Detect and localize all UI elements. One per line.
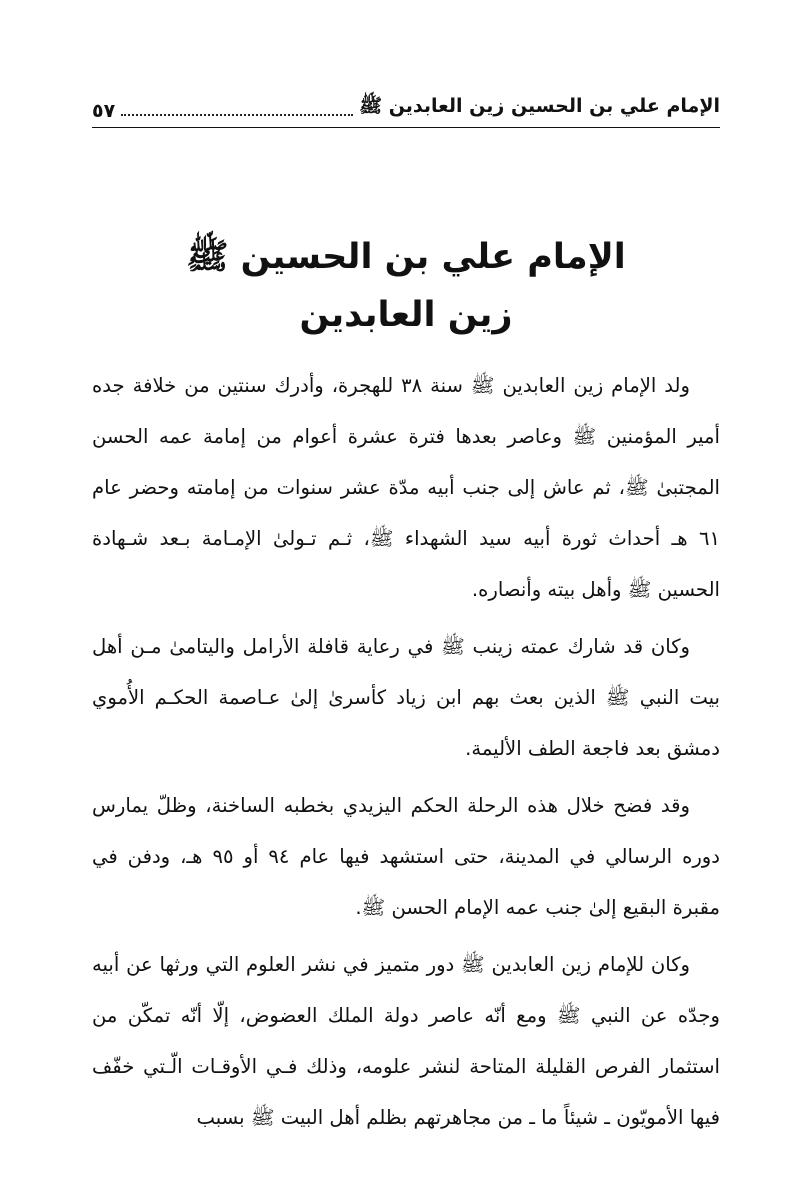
chapter-title-line1: الإمام علي بن الحسين ﷺ	[186, 237, 626, 277]
paragraph-4: وكان للإمام زين العابدين ﷺ دور متميز في نشر العلوم التي ورثها عن أبيه وجدّه عن النبي ﷺ ومع أنّه عاصر دولة الملك العضوض، إلّا أنّه تمكّن من استثمار الفرص القليلة المتاحة لنشر علومه، وذلك فـي الأوقـات الّـتي خفّف فيها الأمويّون ـ شيئاً ما ـ من مجاهرتهم بظلم أهل البيت ﷺ بسبب	[92, 953, 720, 1129]
header-dot-leader	[121, 114, 353, 116]
running-header	[92, 88, 720, 122]
paragraph-3: وقد فضح خلال هذه الرحلة الحكم اليزيدي بخطبه الساخنة، وظلّ يمارس دوره الرسالي في المدينة، حتى استشهد فيها عام ٩٤ أو ٩٥ هـ، ودفن في مقبرة البقيع إلىٰ جنب عمه الإمام الحسن ﷺ.	[92, 794, 720, 919]
page-number: ٥٧	[92, 100, 116, 122]
body-text	[92, 360, 720, 1149]
chapter-title	[92, 228, 720, 344]
header-rule	[92, 127, 720, 128]
paragraph-1: ولد الإمام زين العابدين ﷺ سنة ٣٨ للهجرة، وأدرك سنتين من خلافة جده أمير المؤمنين ﷺ وعاصر بعدها فترة عشرة أعوام من إمامة عمه الحسن المجتبىٰ ﷺ، ثم عاش إلى جنب أبيه مدّة عشر سنوات من إمامته وحضر عام ٦١ هـ أحداث ثورة أبيه سيد الشهداء ﷺ، ثـم تـولىٰ الإمـامة بـعد شـهادة الحسين ﷺ وأهل بيته وأنصاره.	[92, 374, 720, 601]
chapter-title-line2: زين العابدين	[299, 295, 513, 335]
paragraph-2: وكان قد شارك عمته زينب ﷺ في رعاية قافلة الأرامل واليتامىٰ مـن أهل بيت النبي ﷺ الذين بعث بهم ابن زياد كأسرىٰ إلىٰ عـاصمة الحكـم الأُموي دمشق بعد فاجعة الطف الأليمة.	[92, 635, 720, 760]
running-header-title: الإمام علي بن الحسين زين العابدين ﷺ	[359, 95, 720, 117]
